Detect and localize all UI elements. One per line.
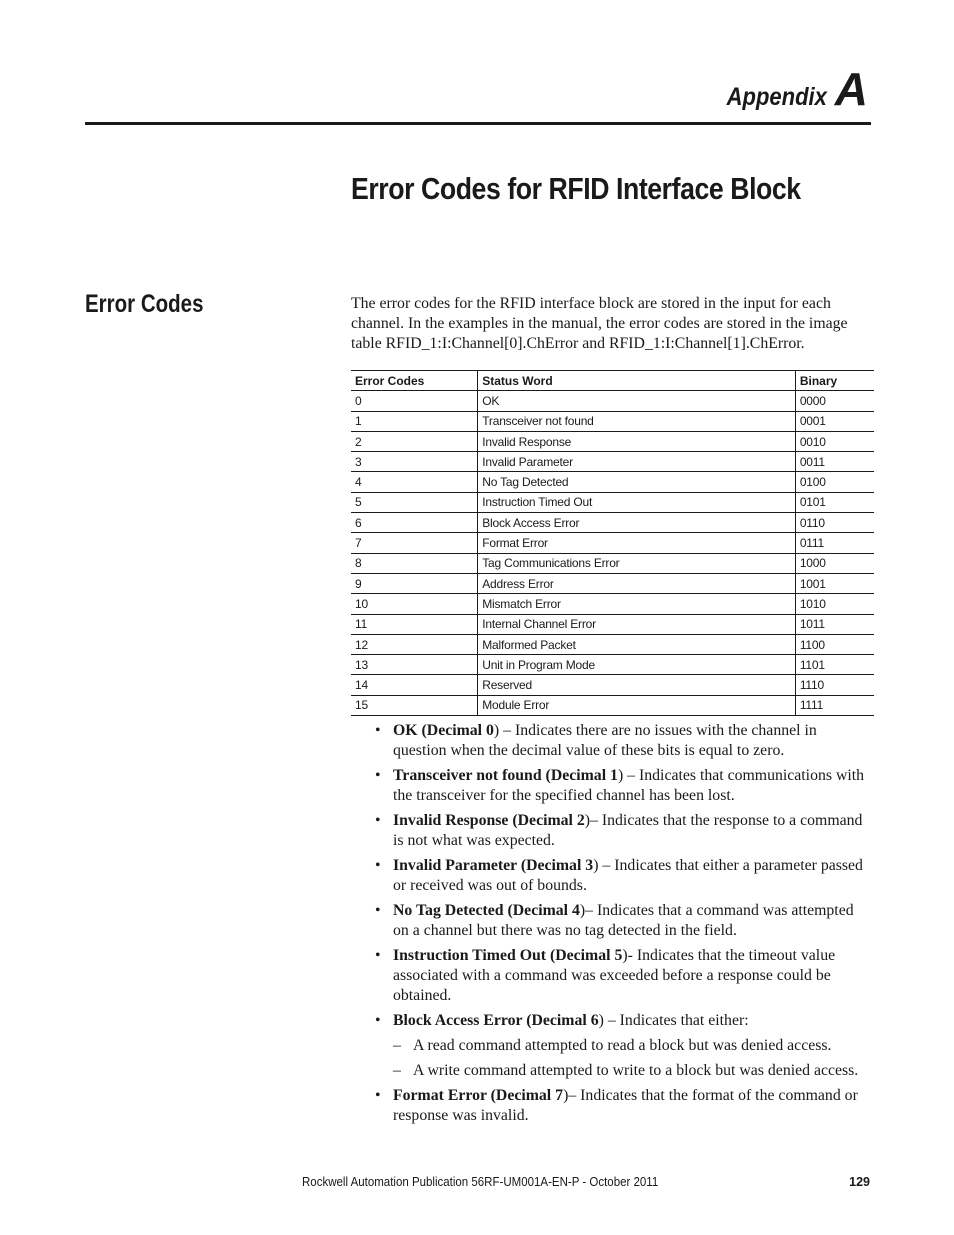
cell-status-word: Invalid Response: [478, 431, 796, 451]
sub-list: [393, 1036, 873, 1081]
cell-error-code: 3: [351, 452, 478, 472]
appendix-word: Appendix: [726, 83, 827, 111]
sub-list-item: – A read command attempted to read a block but was denied access.: [393, 1036, 873, 1056]
bullet-description: )– Indicates that a command was attempted on a channel but there was no tag detected in the field.: [393, 902, 854, 939]
cell-status-word: Format Error: [478, 533, 796, 553]
table-row: [351, 452, 874, 472]
cell-status-word: Instruction Timed Out: [478, 492, 796, 512]
list-item: [373, 766, 873, 806]
cell-error-code: 13: [351, 655, 478, 675]
cell-binary: 0001: [795, 411, 874, 431]
cell-binary: 0101: [795, 492, 874, 512]
table-row: [351, 573, 874, 593]
cell-status-word: Mismatch Error: [478, 594, 796, 614]
bullet-term: OK (Decimal 0: [393, 722, 494, 739]
cell-status-word: Transceiver not found: [478, 411, 796, 431]
cell-status-word: Internal Channel Error: [478, 614, 796, 634]
bullet-description: )– Indicates that the format of the command or response was invalid.: [393, 1087, 858, 1124]
table-row: [351, 513, 874, 533]
cell-error-code: 2: [351, 431, 478, 451]
cell-binary: 1010: [795, 594, 874, 614]
column-header-error-codes: Error Codes: [351, 371, 478, 391]
cell-status-word: Malformed Packet: [478, 634, 796, 654]
appendix-header: [713, 62, 868, 116]
bullet-term: Invalid Parameter (Decimal 3: [393, 857, 594, 874]
table-row: [351, 675, 874, 695]
column-header-binary: Binary: [795, 371, 874, 391]
cell-status-word: Block Access Error: [478, 513, 796, 533]
cell-binary: 0111: [795, 533, 874, 553]
bullet-description: )– Indicates that the response to a command is not what was expected.: [393, 812, 863, 849]
table-row: [351, 553, 874, 573]
cell-status-word: Tag Communications Error: [478, 553, 796, 573]
cell-binary: 1000: [795, 553, 874, 573]
cell-status-word: Address Error: [478, 573, 796, 593]
table-row: [351, 411, 874, 431]
section-title: Error Codes: [85, 290, 204, 318]
page-number: 129: [849, 1175, 870, 1189]
table-body: [351, 391, 874, 716]
cell-error-code: 7: [351, 533, 478, 553]
cell-binary: 1111: [795, 695, 874, 715]
bullet-description: )- Indicates that the timeout value associated with a command was exceeded before a response could be obtained.: [393, 947, 836, 1004]
cell-error-code: 6: [351, 513, 478, 533]
list-item: [373, 1086, 873, 1126]
cell-error-code: 4: [351, 472, 478, 492]
cell-status-word: No Tag Detected: [478, 472, 796, 492]
column-header-status-word: Status Word: [478, 371, 796, 391]
cell-error-code: 0: [351, 391, 478, 411]
bullet-term: Transceiver not found (Decimal 1: [393, 767, 618, 784]
cell-binary: 1101: [795, 655, 874, 675]
list-item: [373, 901, 873, 941]
cell-binary: 0000: [795, 391, 874, 411]
appendix-letter: A: [834, 63, 868, 115]
list-item: [373, 811, 873, 851]
cell-binary: 0100: [795, 472, 874, 492]
cell-error-code: 14: [351, 675, 478, 695]
bullet-description: ) – Indicates there are no issues with the channel in question when the decimal value of these bits is equal to zero.: [393, 722, 817, 759]
bullet-description: ) – Indicates that communications with the transceiver for the specified channel has been lost.: [393, 767, 865, 804]
table-row: [351, 655, 874, 675]
list-item: [373, 856, 873, 896]
cell-binary: 0011: [795, 452, 874, 472]
table-row: [351, 695, 874, 715]
list-item: [373, 1011, 873, 1081]
cell-binary: 1011: [795, 614, 874, 634]
table-row: [351, 391, 874, 411]
cell-status-word: Reserved: [478, 675, 796, 695]
table-row: [351, 594, 874, 614]
cell-binary: 0010: [795, 431, 874, 451]
bullet-description: ) – Indicates that either a parameter passed or received was out of bounds.: [393, 857, 863, 894]
cell-error-code: 5: [351, 492, 478, 512]
table-row: [351, 634, 874, 654]
bullet-description: ) – Indicates that either:: [598, 1012, 749, 1029]
intro-paragraph: The error codes for the RFID interface block are stored in the input for each channel. In the examples in the manual, the error codes are stored in the image table RFID_1:I:Channel[0].ChError and RFID_1:I:Channel[1].ChError.: [351, 295, 848, 352]
table-header-row: [351, 371, 874, 391]
footer-publication: Rockwell Automation Publication 56RF-UM001A-EN-P - October 2011: [302, 1175, 659, 1189]
table-row: [351, 431, 874, 451]
cell-error-code: 1: [351, 411, 478, 431]
bullet-term: Invalid Response (Decimal 2: [393, 812, 585, 829]
cell-binary: 1001: [795, 573, 874, 593]
list-item: [373, 946, 873, 1006]
bullet-term: Block Access Error (Decimal 6: [393, 1012, 599, 1029]
table-row: [351, 472, 874, 492]
cell-binary: 1100: [795, 634, 874, 654]
cell-error-code: 10: [351, 594, 478, 614]
bullet-term: Instruction Timed Out (Decimal 5: [393, 947, 623, 964]
cell-error-code: 9: [351, 573, 478, 593]
list-item: [373, 721, 873, 761]
cell-status-word: Unit in Program Mode: [478, 655, 796, 675]
cell-status-word: Module Error: [478, 695, 796, 715]
chapter-title: Error Codes for RFID Interface Block: [351, 171, 801, 206]
header-rule: [85, 122, 871, 125]
bullet-term: No Tag Detected (Decimal 4: [393, 902, 580, 919]
table-row: [351, 533, 874, 553]
sub-list-item: – A write command attempted to write to a block but was denied access.: [393, 1061, 873, 1081]
cell-error-code: 15: [351, 695, 478, 715]
bullet-term: Format Error (Decimal 7: [393, 1087, 564, 1104]
cell-binary: 1110: [795, 675, 874, 695]
cell-error-code: 11: [351, 614, 478, 634]
error-description-list: [373, 721, 873, 1131]
cell-status-word: OK: [478, 391, 796, 411]
cell-status-word: Invalid Parameter: [478, 452, 796, 472]
table-row: [351, 614, 874, 634]
cell-error-code: 8: [351, 553, 478, 573]
error-codes-table: [351, 370, 874, 716]
table-row: [351, 492, 874, 512]
cell-error-code: 12: [351, 634, 478, 654]
cell-binary: 0110: [795, 513, 874, 533]
